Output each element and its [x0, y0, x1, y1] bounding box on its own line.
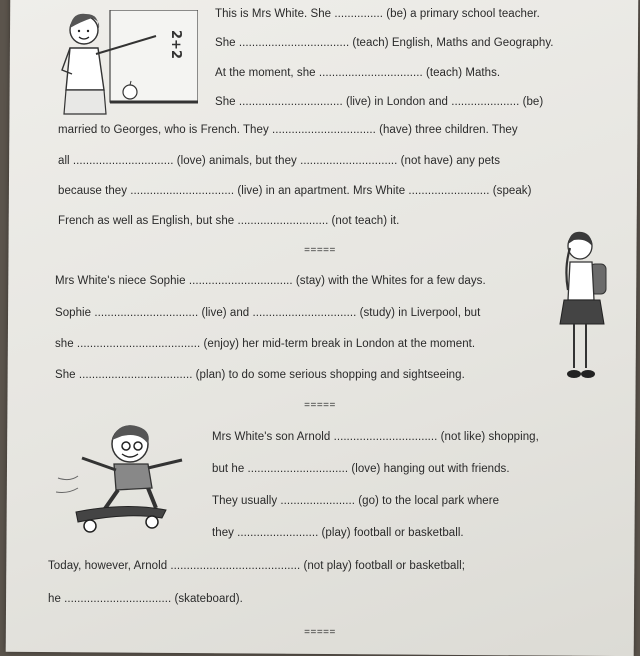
exercise-line-3: At the moment, she ................................ (teach) Maths.	[215, 67, 501, 79]
section-separator-3: =====	[304, 627, 336, 638]
board-math-text: 2+2	[168, 30, 183, 59]
exercise-line-8: French as well as English, but she ............................ (not teach) it.	[58, 215, 400, 227]
exercise-line-1: This is Mrs White. She ............... (be) a primary school teacher.	[215, 8, 540, 20]
exercise-line-6: all ............................... (love) animals, but they .............................. (not have) any pets	[58, 155, 501, 167]
exercise-line-18: he ................................. (skateboard).	[48, 593, 243, 605]
teacher-illustration	[58, 10, 198, 118]
exercise-line-2: She .................................. (teach) English, Maths and Geography.	[215, 37, 554, 49]
skateboarder-illustration	[56, 418, 188, 534]
exercise-line-10: Sophie ................................ (live) and ................................ (study) in Liverpool, but	[55, 307, 481, 319]
exercise-line-12: She ................................... (plan) to do some serious shopping and sightseeing.	[55, 369, 465, 381]
exercise-line-4: She ................................ (live) in London and ..................... (be)	[215, 96, 544, 108]
exercise-line-17: Today, however, Arnold ........................................ (not play) football or basketball;	[48, 560, 465, 572]
section-separator-1: =====	[304, 245, 336, 256]
section-separator-2: =====	[304, 400, 336, 411]
exercise-line-14: but he ............................... (love) hanging out with friends.	[212, 463, 510, 475]
exercise-line-5: married to Georges, who is French. They ................................ (have) three children. They	[58, 124, 518, 136]
exercise-line-13: Mrs White's son Arnold ................................ (not like) shopping,	[212, 431, 539, 443]
exercise-line-16: they ......................... (play) football or basketball.	[212, 527, 464, 539]
exercise-line-7: because they ................................ (live) in an apartment. Mrs White ......................... (speak)	[58, 185, 532, 197]
exercise-line-11: she ...................................... (enjoy) her mid-term break in London at the moment.	[55, 338, 476, 350]
exercise-line-15: They usually ....................... (go) to the local park where	[212, 495, 500, 507]
exercise-line-9: Mrs White's niece Sophie ................................ (stay) with the Whites for a few days.	[55, 275, 486, 287]
